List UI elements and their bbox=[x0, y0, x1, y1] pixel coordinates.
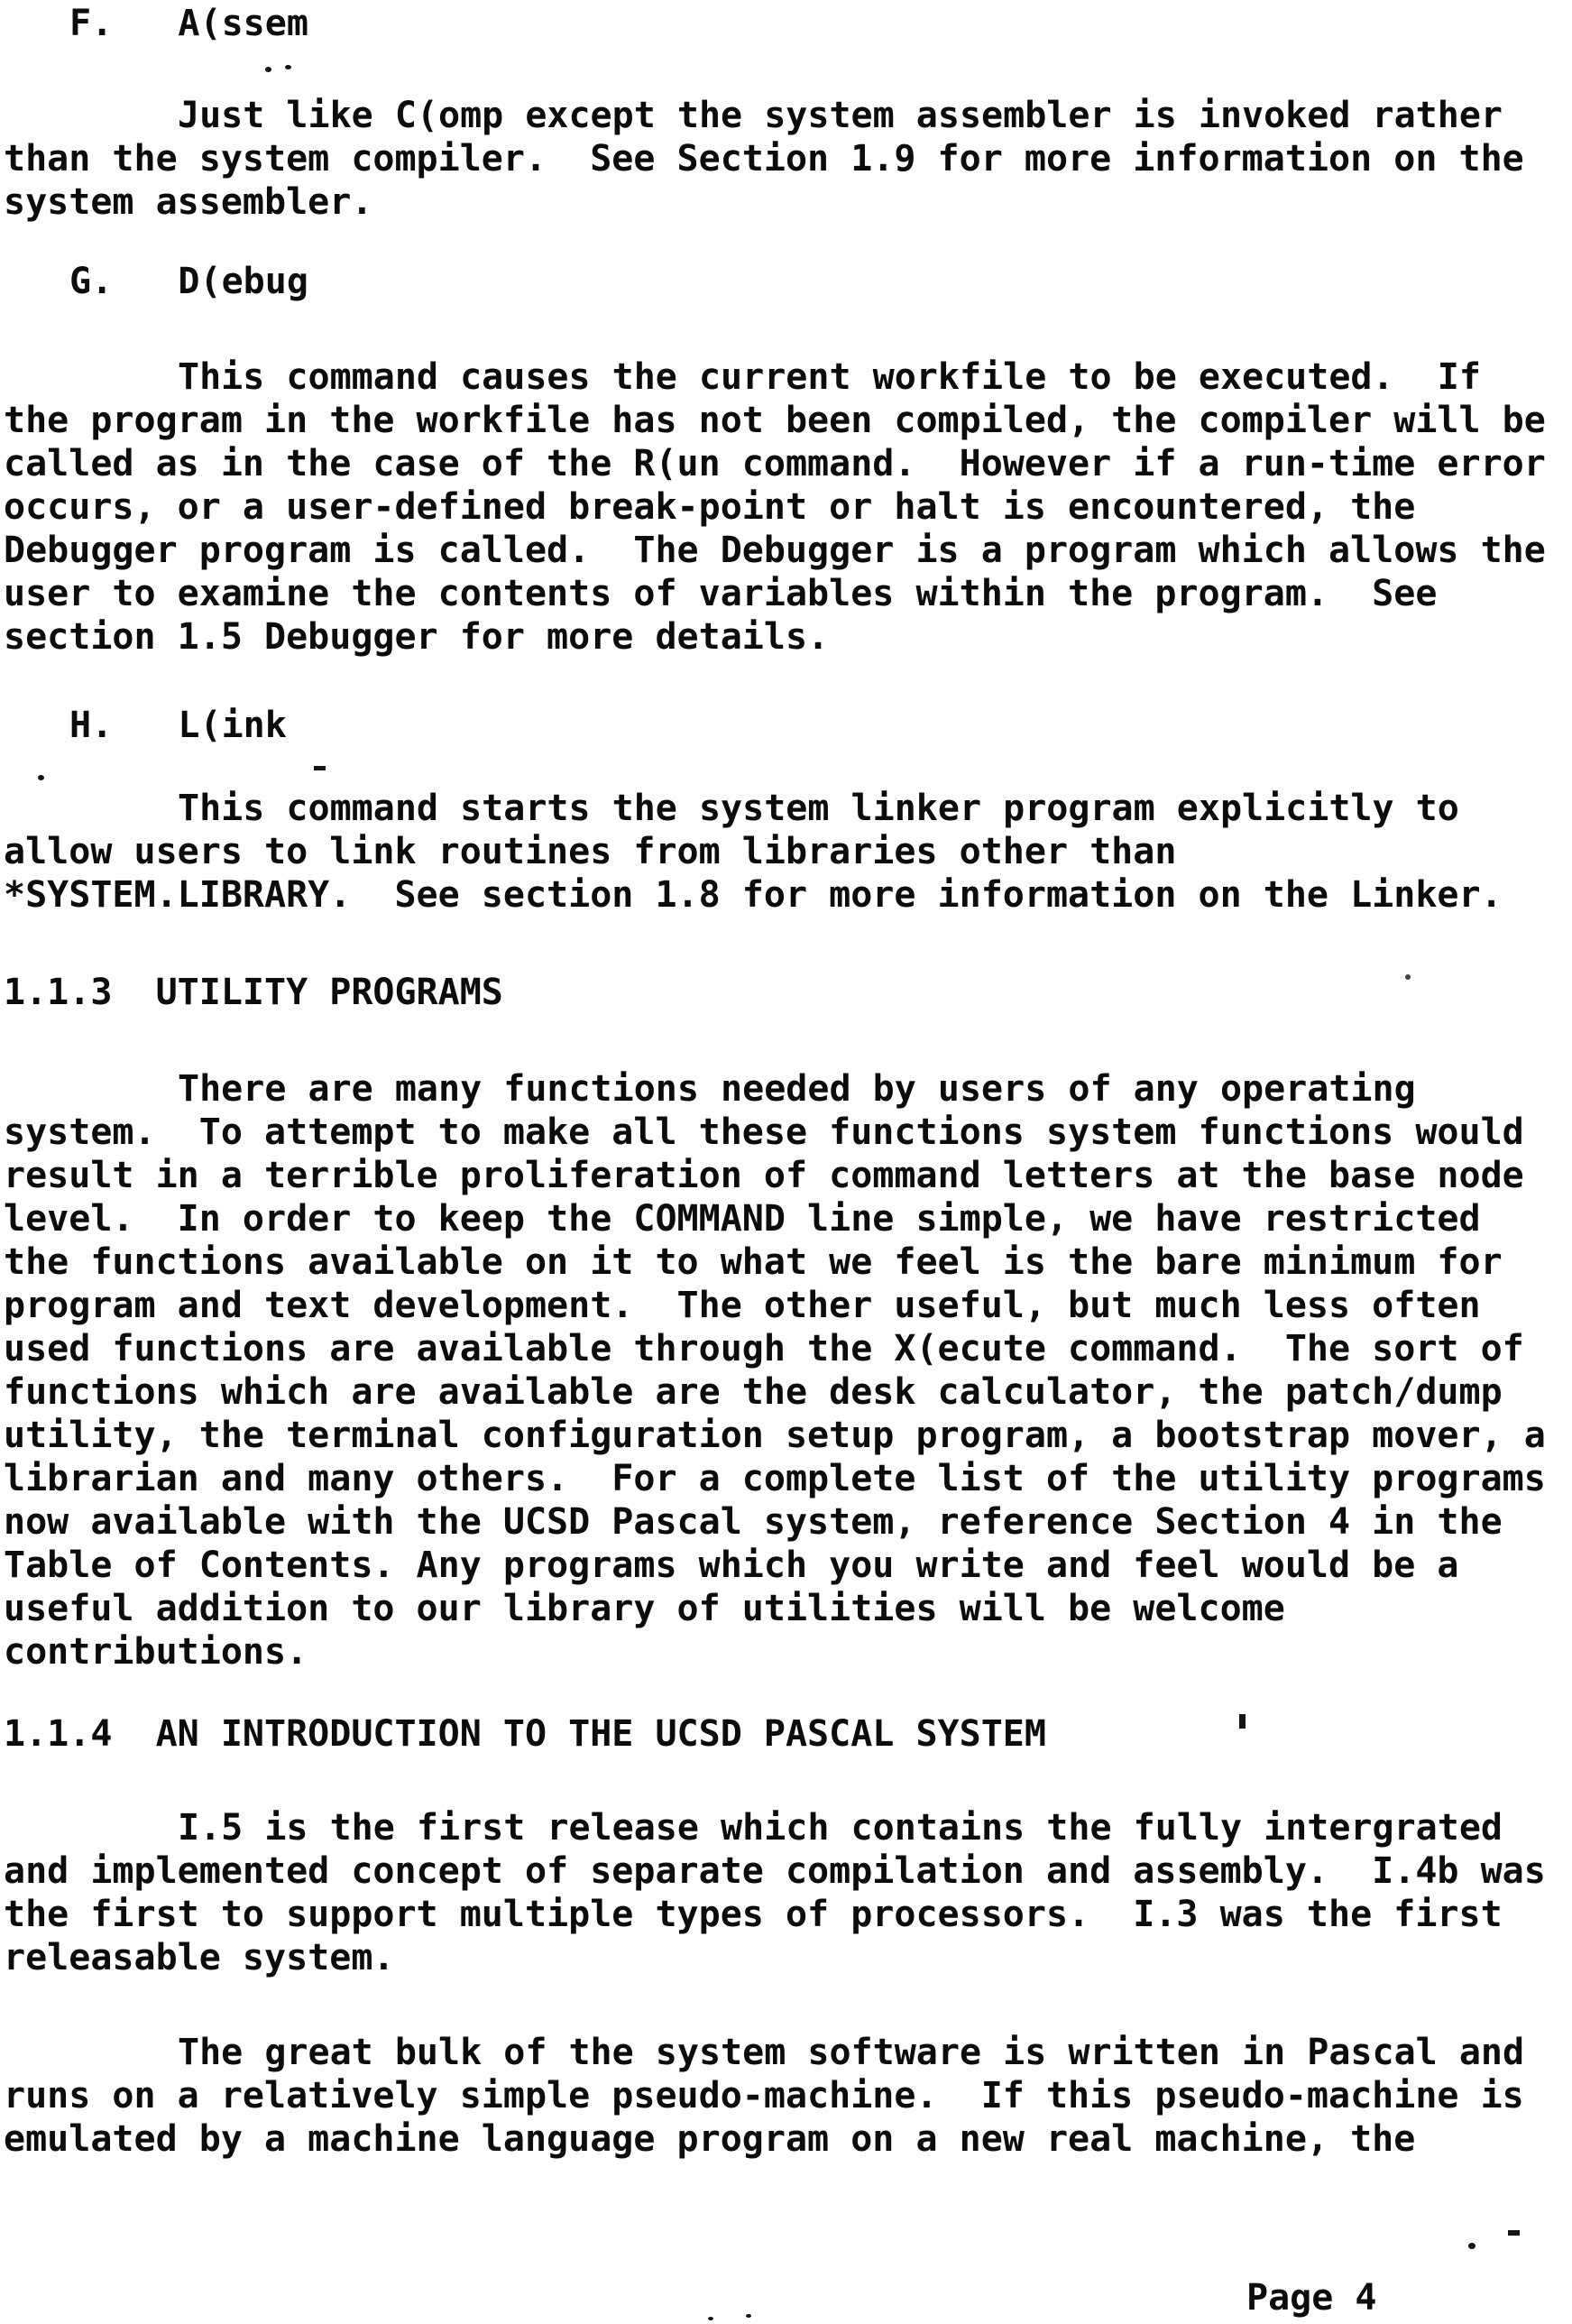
text-line: useful addition to our library of utilities will be welcome bbox=[4, 1588, 1285, 1629]
text-line: user to examine the contents of variables within the program. See bbox=[4, 573, 1438, 614]
paragraph-link bbox=[4, 787, 1503, 917]
text-line: occurs, or a user-defined break-point or halt is encountered, the bbox=[4, 486, 1416, 528]
paragraph-releases bbox=[4, 1806, 1546, 1979]
scan-artifact bbox=[1508, 2230, 1520, 2236]
section-heading-link bbox=[69, 704, 287, 747]
page-number bbox=[1246, 2276, 1377, 2319]
text-line: allow users to link routines from libraries other than bbox=[4, 831, 1177, 872]
text-line: the program in the workfile has not been compiled, the compiler will be bbox=[4, 400, 1546, 441]
scan-artifact bbox=[708, 2317, 713, 2320]
section-heading-utility-programs bbox=[4, 971, 503, 1014]
text-line: section 1.5 Debugger for more details. bbox=[4, 616, 830, 658]
text-line: There are many functions needed by users of any operating bbox=[178, 1068, 1416, 1110]
scan-artifact bbox=[265, 67, 271, 72]
section-heading-debug bbox=[69, 260, 308, 303]
paragraph-assem bbox=[4, 94, 1524, 224]
text-line: Debugger program is called. The Debugger is a program which allows the bbox=[4, 530, 1546, 571]
text-line: system assembler. bbox=[4, 181, 373, 223]
page-number-text: Page 4 bbox=[1246, 2277, 1377, 2319]
text-line: level. In order to keep the COMMAND line simple, we have restricted bbox=[4, 1198, 1481, 1240]
text-line: program and text development. The other useful, but much less often bbox=[4, 1285, 1481, 1326]
scan-artifact bbox=[746, 2314, 751, 2318]
text-line: result in a terrible proliferation of command letters at the base node bbox=[4, 1155, 1524, 1196]
text-line: runs on a relatively simple pseudo-machine. If this pseudo-machine is bbox=[4, 2075, 1524, 2116]
section-heading-introduction bbox=[4, 1712, 1046, 1756]
text-line: than the system compiler. See Section 1.9 for more information on the bbox=[4, 138, 1524, 180]
text-line: *SYSTEM.LIBRARY. See section 1.8 for more information on the Linker. bbox=[4, 874, 1503, 916]
text-line: the first to support multiple types of processors. I.3 was the first bbox=[4, 1894, 1503, 1935]
text-line: called as in the case of the R(un command. However if a run-time error bbox=[4, 443, 1546, 484]
heading-text: H. L(ink bbox=[69, 705, 287, 746]
text-line: Table of Contents. Any programs which you write and feel would be a bbox=[4, 1545, 1459, 1586]
heading-text: G. D(ebug bbox=[69, 261, 308, 302]
text-line: functions which are available are the desk calculator, the patch/dump bbox=[4, 1371, 1503, 1413]
text-line: Just like C(omp except the system assembler is invoked rather bbox=[178, 95, 1503, 136]
text-line: The great bulk of the system software is written in Pascal and bbox=[178, 2032, 1525, 2073]
text-line: I.5 is the first release which contains the fully intergrated bbox=[178, 1807, 1503, 1849]
text-line: the functions available on it to what we feel is the bare minimum for bbox=[4, 1241, 1503, 1283]
paragraph-utility-programs bbox=[4, 1067, 1546, 1674]
text-line: emulated by a machine language program on a new real machine, the bbox=[4, 2118, 1416, 2160]
heading-text: 1.1.3 UTILITY PROGRAMS bbox=[4, 972, 503, 1013]
text-line: librarian and many others. For a complete list of the utility programs bbox=[4, 1458, 1546, 1499]
paragraph-debug bbox=[4, 355, 1546, 659]
text-line: and implemented concept of separate compilation and assembly. I.4b was bbox=[4, 1850, 1546, 1892]
paragraph-pseudo-machine bbox=[4, 2031, 1524, 2161]
text-line: This command starts the system linker program explicitly to bbox=[178, 788, 1459, 829]
scan-artifact bbox=[1239, 1714, 1246, 1729]
text-line: now available with the UCSD Pascal system, reference Section 4 in the bbox=[4, 1501, 1503, 1543]
text-line: system. To attempt to make all these functions system functions would bbox=[4, 1111, 1524, 1153]
scan-artifact bbox=[285, 65, 291, 69]
text-line: releasable system. bbox=[4, 1937, 395, 1978]
scan-artifact bbox=[1405, 974, 1411, 980]
text-line: contributions. bbox=[4, 1631, 308, 1673]
scan-artifact bbox=[314, 766, 326, 770]
heading-text: F. A(ssem bbox=[69, 3, 308, 44]
text-line: used functions are available through the X(ecute command. The sort of bbox=[4, 1328, 1524, 1370]
text-line: This command causes the current workfile to be executed. If bbox=[178, 356, 1481, 398]
heading-text: 1.1.4 AN INTRODUCTION TO THE UCSD PASCAL SYSTEM bbox=[4, 1713, 1046, 1755]
scan-artifact bbox=[1468, 2243, 1475, 2249]
section-heading-assem bbox=[69, 2, 308, 45]
scan-artifact bbox=[38, 775, 44, 780]
text-line: utility, the terminal configuration setup program, a bootstrap mover, a bbox=[4, 1415, 1546, 1456]
